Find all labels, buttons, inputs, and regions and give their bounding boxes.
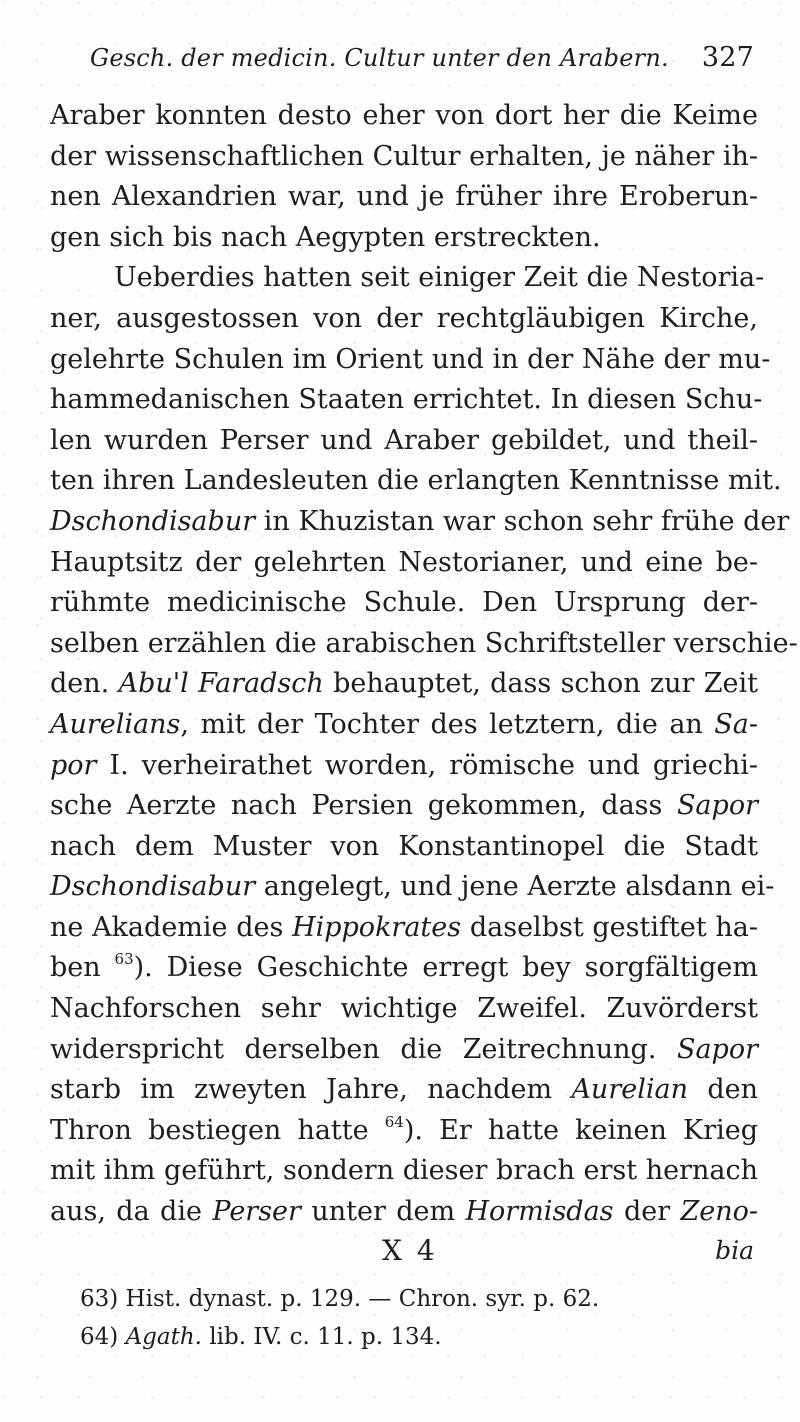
footnote-ref: 63 — [114, 950, 134, 969]
text-line: Dschondisabur in Khuzistan war schon sehr frühe der — [50, 505, 790, 537]
text-line: ben $^{63}$). Diese Geschichte erregt bey sorgfältigem — [50, 950, 758, 984]
footnote-64: 64) Agath. lib. IV. c. 11. p. 134. — [80, 1324, 442, 1350]
text-line: Thron bestiegen hatte $^{64}$). Er hatte keinen Krieg — [50, 1112, 758, 1146]
body-text — [50, 96, 798, 1233]
text-line: ne Akademie des Hippokrates daselbst gestiftet ha- — [50, 911, 758, 943]
text-line: widerspricht derselben die Zeitrechnung. Sapor — [50, 1033, 758, 1065]
text-line: aus, da die Perser unter dem Hormisdas der Zeno- — [50, 1196, 759, 1228]
text-line: hammedanischen Staaten errichtet. In diesen Schu- — [50, 384, 763, 416]
italic-name: Abu'l Faradsch — [118, 668, 324, 700]
italic-name: Sa- — [714, 708, 758, 740]
text-line: Hauptsitz der gelehrten Nestorianer, und eine be- — [50, 546, 758, 578]
italic-name: Aurelian — [571, 1074, 688, 1106]
italic-name: por — [50, 749, 97, 781]
italic-name: Dschondisabur — [50, 505, 256, 537]
page-number: 327 — [701, 42, 754, 73]
paragraph-start-line: Ueberdies hatten seit einiger Zeit die Nestoria- — [114, 262, 765, 294]
running-head — [80, 44, 760, 80]
text-line: por I. verheirathet worden, römische und griechi- — [50, 749, 758, 781]
signature-row — [50, 1234, 758, 1274]
italic-name: Sapor — [676, 790, 758, 822]
text-line: len wurden Perser und Araber gebildet, und theil- — [50, 424, 758, 456]
italic-name: Zeno- — [680, 1196, 759, 1228]
text-line: Nachforschen sehr wichtige Zweifel. Zuvörderst — [50, 993, 758, 1025]
text-line: nen Alexandrien war, und je früher ihre Eroberun- — [50, 181, 758, 213]
italic-name: Dschondisabur — [50, 871, 256, 903]
italic-name: Aurelians — [50, 708, 181, 740]
text-line: Araber konnten desto eher von dort her die Keime — [50, 100, 758, 131]
footnote-ref: 64 — [384, 1112, 404, 1131]
footnotes — [80, 1280, 740, 1356]
italic-name: Perser — [212, 1196, 301, 1228]
text-line: ner, ausgestossen von der rechtgläubigen Kirche, — [50, 302, 758, 334]
text-line: gen sich bis nach Aegypten erstreckten. — [50, 221, 601, 253]
footnote-63: 63) Hist. dynast. p. 129. — Chron. syr. p. 62. — [80, 1286, 600, 1312]
text-line: Dschondisabur angelegt, und jene Aerzte alsdann ei- — [50, 871, 775, 903]
signature-mark: X 4 — [382, 1234, 438, 1267]
text-line: den. Abu'l Faradsch behauptet, dass schon zur Zeit — [50, 668, 758, 700]
text-line: ten ihren Landesleuten die erlangten Kenntnisse mit. — [50, 465, 782, 497]
italic-name: Hippokrates — [292, 911, 462, 943]
text-line: der wissenschaftlichen Cultur erhalten, je näher ih- — [50, 140, 758, 172]
italic-name: Hormisdas — [465, 1196, 614, 1228]
italic-name: Sapor — [676, 1033, 758, 1065]
text-line: selben erzählen die arabischen Schriftsteller verschie- — [50, 627, 798, 659]
catchword: bia — [715, 1236, 754, 1265]
text-line: rühmte medicinische Schule. Den Ursprung der- — [50, 587, 758, 619]
text-line: sche Aerzte nach Persien gekommen, dass Sapor — [50, 790, 758, 822]
text-line: starb im zweyten Jahre, nachdem Aurelian den — [50, 1074, 758, 1106]
text-line: gelehrte Schulen im Orient und in der Nähe der mu- — [50, 343, 771, 375]
running-title: Gesch. der medicin. Cultur unter den Arabern. — [90, 44, 669, 72]
text-line: mit ihm geführt, sondern dieser brach erst hernach — [50, 1155, 758, 1187]
text-line: nach dem Muster von Konstantinopel die Stadt — [50, 830, 758, 862]
text-line: Aurelians, mit der Tochter des letztern, die an Sa- — [50, 708, 758, 740]
italic-source: Agath. — [125, 1324, 202, 1350]
